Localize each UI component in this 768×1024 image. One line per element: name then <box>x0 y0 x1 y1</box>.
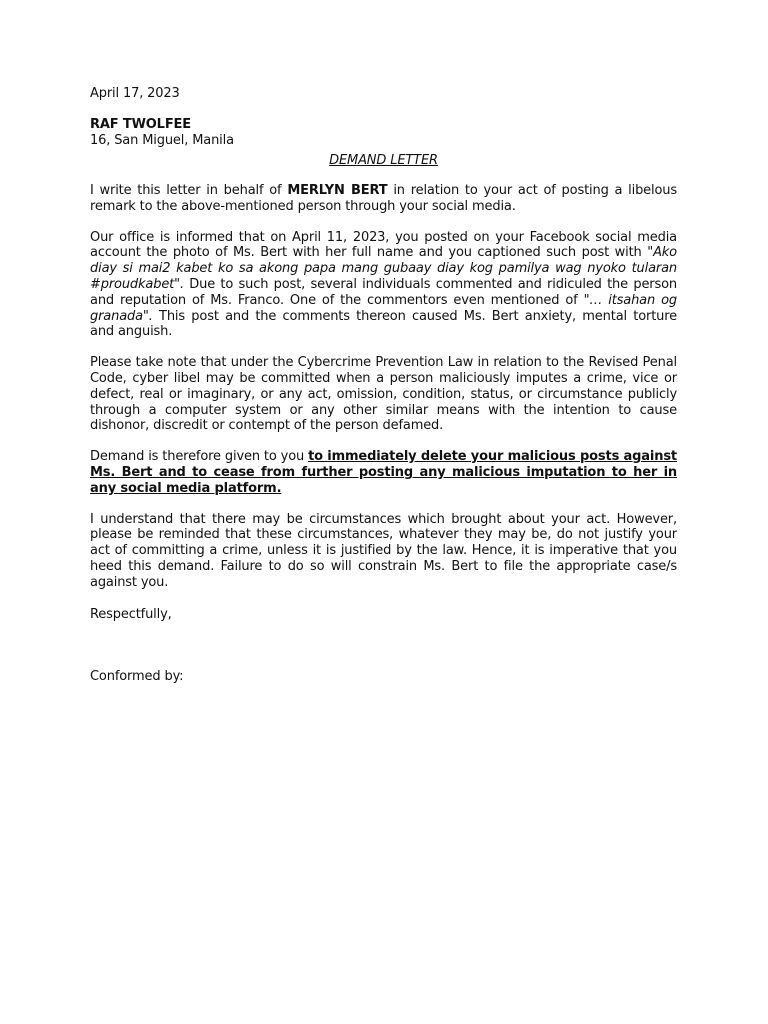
quoted-caption: "Ako diay si mai2 kabet ko sa akong papa mang gubaay diay kog pamilya wag nyoko tularan #proudkabet". <box>90 245 677 292</box>
p1-text-a: I write this letter in behalf of <box>90 183 288 198</box>
p2-text-c: Due to such post, several individuals commented and ridiculed the person and reputation of Ms. Franco. One of the commentors even mentioned of <box>90 276 677 308</box>
letter-date: April 17, 2023 <box>90 86 180 101</box>
letter-title: DEMAND LETTER <box>329 153 438 168</box>
quoted-comment: "… itsahan og granada". <box>90 292 677 324</box>
paragraph-demand <box>90 449 677 496</box>
recipient-name: RAF TWOLFEE <box>90 117 192 132</box>
paragraph-warning: I understand that there may be circumstances which brought about your act. However, please be reminded that these circumstances, whatever they may be, do not justify your act of committing a crime, unless it is justified by the law. Hence, it is imperative that you heed this demand. Failure to do so will constrain Ms. Bert to file the appropriate case/s against you. <box>90 511 677 590</box>
demand-statement: to immediately delete your malicious posts against Ms. Bert and to cease from further posting any malicious imputation to her in any social media platform. <box>90 449 677 496</box>
p2-text-a: Our office is informed that on April 11, 2023, you posted on your Facebook social media account the photo of Ms. Bert with her full name and you captioned such post with <box>90 229 677 261</box>
recipient-address: 16, San Miguel, Manila <box>90 133 234 148</box>
p2-text-e: This post and the comments thereon caused Ms. Bert anxiety, mental torture and anguish. <box>90 308 677 340</box>
p4-text-a: Demand is therefore given to you <box>90 449 309 465</box>
paragraph-law: Please take note that under the Cybercrime Prevention Law in relation to the Revised Penal Code, cyber libel may be committed when a person maliciously imputes a crime, vice or defect, real or imaginary, or any act, omission, condition, status, or circumstance publicly through a computer system or any other similar means with the intention to cause dishonor, discredit or contempt of the person defamed. <box>90 355 677 434</box>
conformed-by: Conformed by: <box>90 668 184 684</box>
p1-text-c: in relation to your act of posting a libelous remark to the above-mentioned person through your social media. <box>90 183 678 214</box>
client-name: MERLYN BERT <box>287 183 388 198</box>
closing-line: Respectfully, <box>90 606 172 622</box>
paragraph-intro <box>90 183 677 215</box>
letter-page <box>90 86 677 685</box>
paragraph-facts <box>90 230 677 341</box>
